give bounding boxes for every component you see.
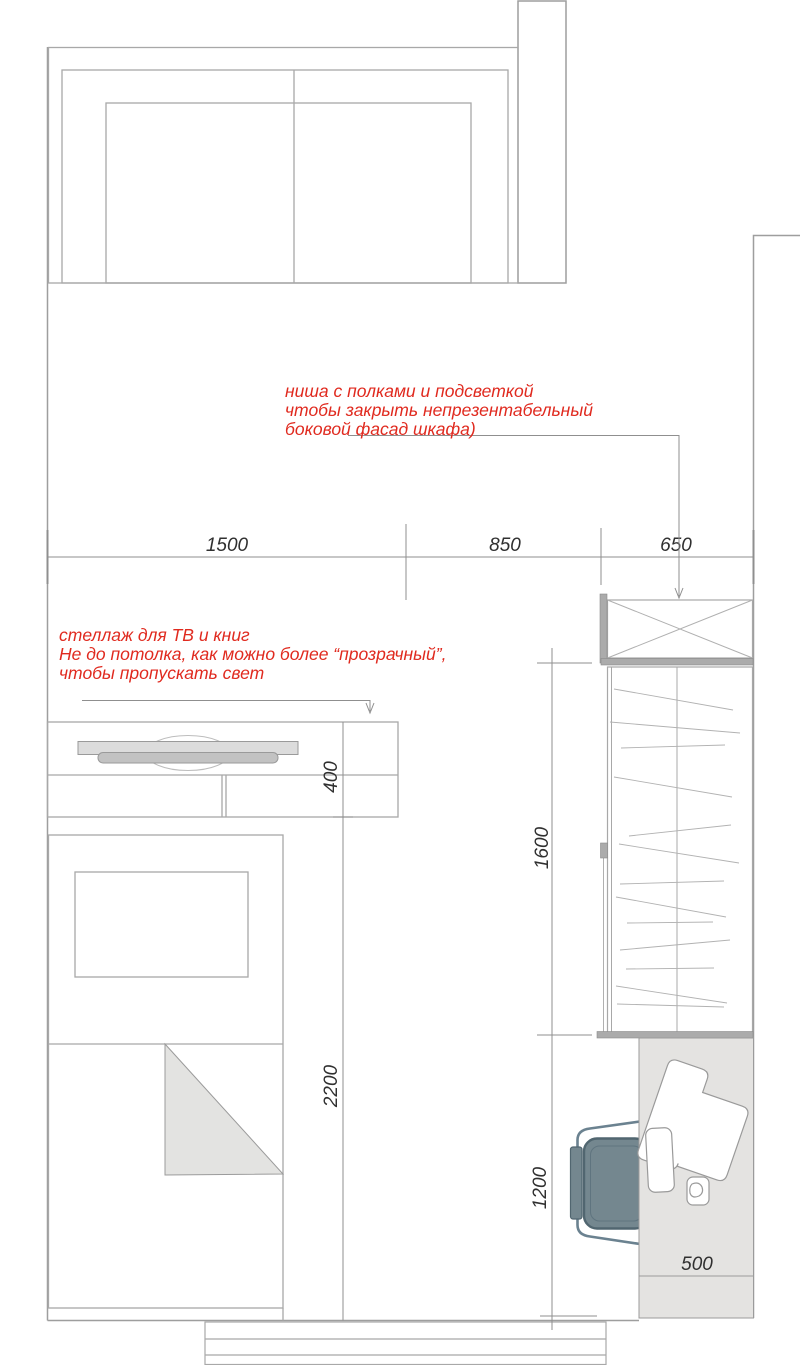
niche-annotation-line: ниша с полками и подсветкой (285, 381, 534, 401)
dim-label-1600: 1600 (532, 826, 553, 870)
wardrobe-handle (601, 843, 608, 858)
shelf-annotation-line: стеллаж для ТВ и книг (59, 625, 250, 645)
shelf-leader-line (82, 701, 370, 712)
shelf-annotation-line: чтобы пропускать свет (59, 663, 265, 683)
dimension-top (48, 524, 754, 600)
sofa (49, 48, 519, 284)
blanket-fold-triangle (165, 1044, 283, 1175)
sofa-outline (49, 48, 519, 284)
wall-column (518, 1, 566, 283)
shelf-unit-outline (48, 722, 399, 817)
tv (78, 736, 298, 771)
niche-annotation (285, 382, 593, 439)
radiator-outline (205, 1322, 606, 1365)
dim-label-1200: 1200 (530, 1166, 551, 1210)
dim-label-400: 400 (321, 761, 342, 793)
bed (49, 835, 284, 1321)
tv-shelf-unit (48, 722, 399, 817)
niche-shelves (600, 594, 753, 665)
niche-bottom-panel (601, 659, 753, 666)
wall-right (754, 236, 800, 1319)
niche-side-panel (600, 594, 607, 663)
mouse (690, 1183, 703, 1197)
radiator (205, 1322, 606, 1365)
dim-label-500: 500 (681, 1254, 713, 1275)
dim-label-650: 650 (660, 535, 692, 556)
niche-leader-line (348, 436, 679, 597)
dim-label-1500: 1500 (205, 535, 249, 556)
chair-armrest (571, 1147, 583, 1219)
notepad (645, 1127, 674, 1192)
wardrobe-outline (608, 667, 753, 1034)
sofa-cushions (106, 103, 471, 283)
dimension-left-vertical (333, 722, 353, 1321)
sofa-inner (62, 70, 508, 283)
pillow (75, 872, 248, 977)
dim-label-2200: 2200 (321, 1064, 342, 1108)
dim-label-850: 850 (489, 535, 521, 556)
office-chair (571, 1122, 649, 1245)
shelf-annotation (59, 626, 446, 683)
niche-annotation-line: чтобы закрыть непрезентабельный (285, 400, 593, 420)
shelf-annotation-line: Не до потолка, как можно более “прозрачный”, (59, 644, 447, 664)
dimension-right-vertical (537, 648, 597, 1330)
niche-annotation-line: боковой фасад шкафа) (285, 419, 476, 439)
wardrobe (597, 667, 753, 1038)
tv-base (98, 753, 278, 764)
wardrobe-bottom-panel (597, 1032, 753, 1039)
